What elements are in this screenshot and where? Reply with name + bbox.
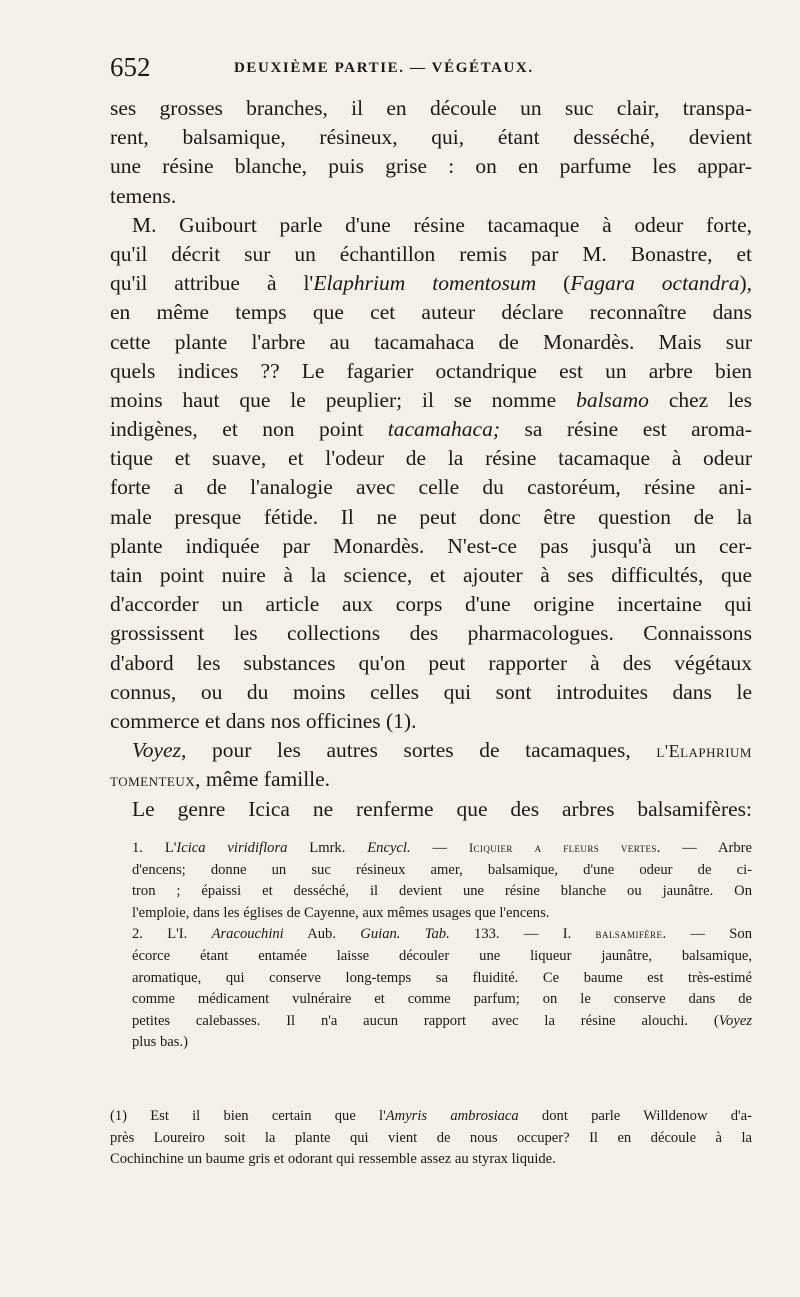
- species-name: Amyris ambrosiaca: [385, 1108, 519, 1124]
- text-line: tique et suave, et l'odeur de la résine tacamaque à odeur: [110, 446, 752, 471]
- text-line: d'accorder un article aux corps d'une origine incertaine qui: [110, 592, 752, 617]
- note-line: tron ; épaissi et desséché, il devient une résine blanche ou jaunâtre. On: [132, 883, 752, 900]
- text-run: ),: [739, 271, 752, 296]
- note-line: [110, 1011, 752, 1033]
- text-line: tain point nuire à la science, et ajouter à ses difficultés, que: [110, 563, 752, 587]
- species-notes: [110, 838, 752, 1054]
- text-line: forte a de l'analogie avec celle du castoréum, résine ani-: [110, 475, 752, 500]
- note-line: [110, 838, 752, 860]
- text-run: Lmrk.: [287, 840, 368, 856]
- text-run: indigènes, et non point: [110, 417, 388, 442]
- text-line: rent, balsamique, résineux, qui, étant desséché, devient: [110, 125, 752, 150]
- text-line: en même temps que cet auteur déclare reconnaître dans: [110, 300, 752, 325]
- text-run: chez les: [648, 387, 752, 412]
- text-run: 1. L': [132, 840, 177, 856]
- running-title: DEUXIÈME PARTIE. — VÉGÉTAUX.: [234, 60, 534, 76]
- text-line: qu'il décrit sur un échantillon remis par M. Bonastre, et: [110, 241, 752, 266]
- note-line: d'encens; donne un suc résineux amer, balsamique, d'une odeur de ci-: [132, 861, 752, 878]
- text-line: [110, 386, 752, 415]
- text-run: (1) Est il bien certain que l': [110, 1108, 386, 1124]
- species-name: Elaphrium tomentosum: [313, 271, 537, 296]
- italic-term: Encycl.: [367, 840, 411, 856]
- text-line: [110, 765, 752, 794]
- text-run: sa résine est aroma-: [499, 417, 752, 442]
- note-line: [110, 924, 752, 946]
- text-line: ses grosses branches, il en découle un suc clair, transpa-: [110, 96, 752, 120]
- italic-term: Guian. Tab.: [360, 926, 450, 943]
- text-run: 2. L'I.: [132, 926, 212, 943]
- text-run: petites calebasses. Il n'a aucun rapport avec la résine alouchi. (: [132, 1012, 719, 1029]
- small-caps-term: l'Elaphrium: [656, 741, 752, 762]
- species-name: Fagara octandra: [570, 271, 740, 296]
- text-line: temens.: [110, 183, 177, 208]
- text-line: commerce et dans nos officines (1).: [110, 708, 417, 733]
- italic-term: tacamahaca;: [387, 417, 500, 442]
- text-run: pour les autres sortes de tacamaques,: [186, 738, 657, 763]
- text-line: [110, 736, 752, 765]
- text-run: moins haut que le peuplier; il se nomme: [110, 387, 577, 412]
- running-header: [110, 52, 750, 86]
- note-line: aromatique, qui conserve long-temps sa fluidité. Ce baume est très-estimé: [132, 969, 752, 986]
- footnote-line: Cochinchine un baume gris et odorant qui ressemble assez au styrax liquide.: [110, 1151, 556, 1168]
- italic-term: balsamo: [576, 387, 649, 412]
- main-text: [110, 94, 752, 824]
- note-line: plus bas.): [132, 1034, 188, 1051]
- text-line: [110, 269, 752, 298]
- text-line: plante indiquée par Monardès. N'est-ce pas jusqu'à un cer-: [110, 533, 752, 558]
- text-run: —: [410, 840, 469, 856]
- text-run: . — Arbre: [656, 840, 752, 856]
- text-run: qu'il attribue à l': [110, 271, 314, 296]
- text-run: , même famille.: [195, 767, 331, 792]
- species-name: Aracouchini: [211, 926, 284, 943]
- text-run: dont parle Willdenow d'a-: [518, 1108, 752, 1124]
- text-line: d'abord les substances qu'on peut rapporter à des végétaux: [110, 650, 752, 675]
- note-line: l'emploie, dans les églises de Cayenne, aux mêmes usages que l'encens.: [132, 904, 550, 921]
- italic-term: Voyez,: [132, 738, 187, 763]
- text-run: . — Son: [662, 926, 752, 943]
- text-line: connus, ou du moins celles qui sont introduites dans le: [110, 679, 752, 704]
- text-line: male presque fétide. Il ne peut donc être question de la: [110, 504, 752, 529]
- note-line: comme médicament vulnéraire et comme parfum; on le conserve dans de: [132, 991, 752, 1008]
- small-caps-term: balsamifère: [595, 927, 663, 942]
- footnote-line: [110, 1106, 752, 1128]
- text-line: M. Guibourt parle d'une résine tacamaque à odeur forte,: [132, 212, 752, 237]
- text-line: cette plante l'arbre au tacamahaca de Monardès. Mais sur: [110, 329, 752, 354]
- footnote-line: près Loureiro soit la plante qui vient de nous occuper? Il en découle à la: [110, 1129, 752, 1146]
- text-line: une résine blanche, puis grise : on en parfume les appar-: [110, 154, 752, 179]
- small-caps-term: tomenteux: [110, 770, 196, 791]
- note-line: écorce étant entamée laisse découler une liqueur jaunâtre, balsamique,: [132, 947, 752, 964]
- small-caps-term: Iciquier a fleurs vertes: [468, 841, 657, 855]
- text-line: Le genre Icica ne renferme que des arbres balsamifères:: [132, 796, 752, 821]
- text-line: quels indices ?? Le fagarier octandrique est un arbre bien: [110, 358, 752, 383]
- footnote: [110, 1106, 752, 1171]
- text-line: grossissent les collections des pharmacologues. Connaissons: [110, 621, 752, 646]
- text-run: Aub.: [283, 926, 361, 943]
- text-run: 133. — I.: [449, 926, 596, 943]
- text-run: (: [536, 271, 571, 296]
- page-number: 652: [110, 52, 151, 82]
- italic-term: Voyez: [718, 1012, 752, 1029]
- species-name: Icica viridiflora: [176, 840, 288, 856]
- text-line: [110, 415, 752, 444]
